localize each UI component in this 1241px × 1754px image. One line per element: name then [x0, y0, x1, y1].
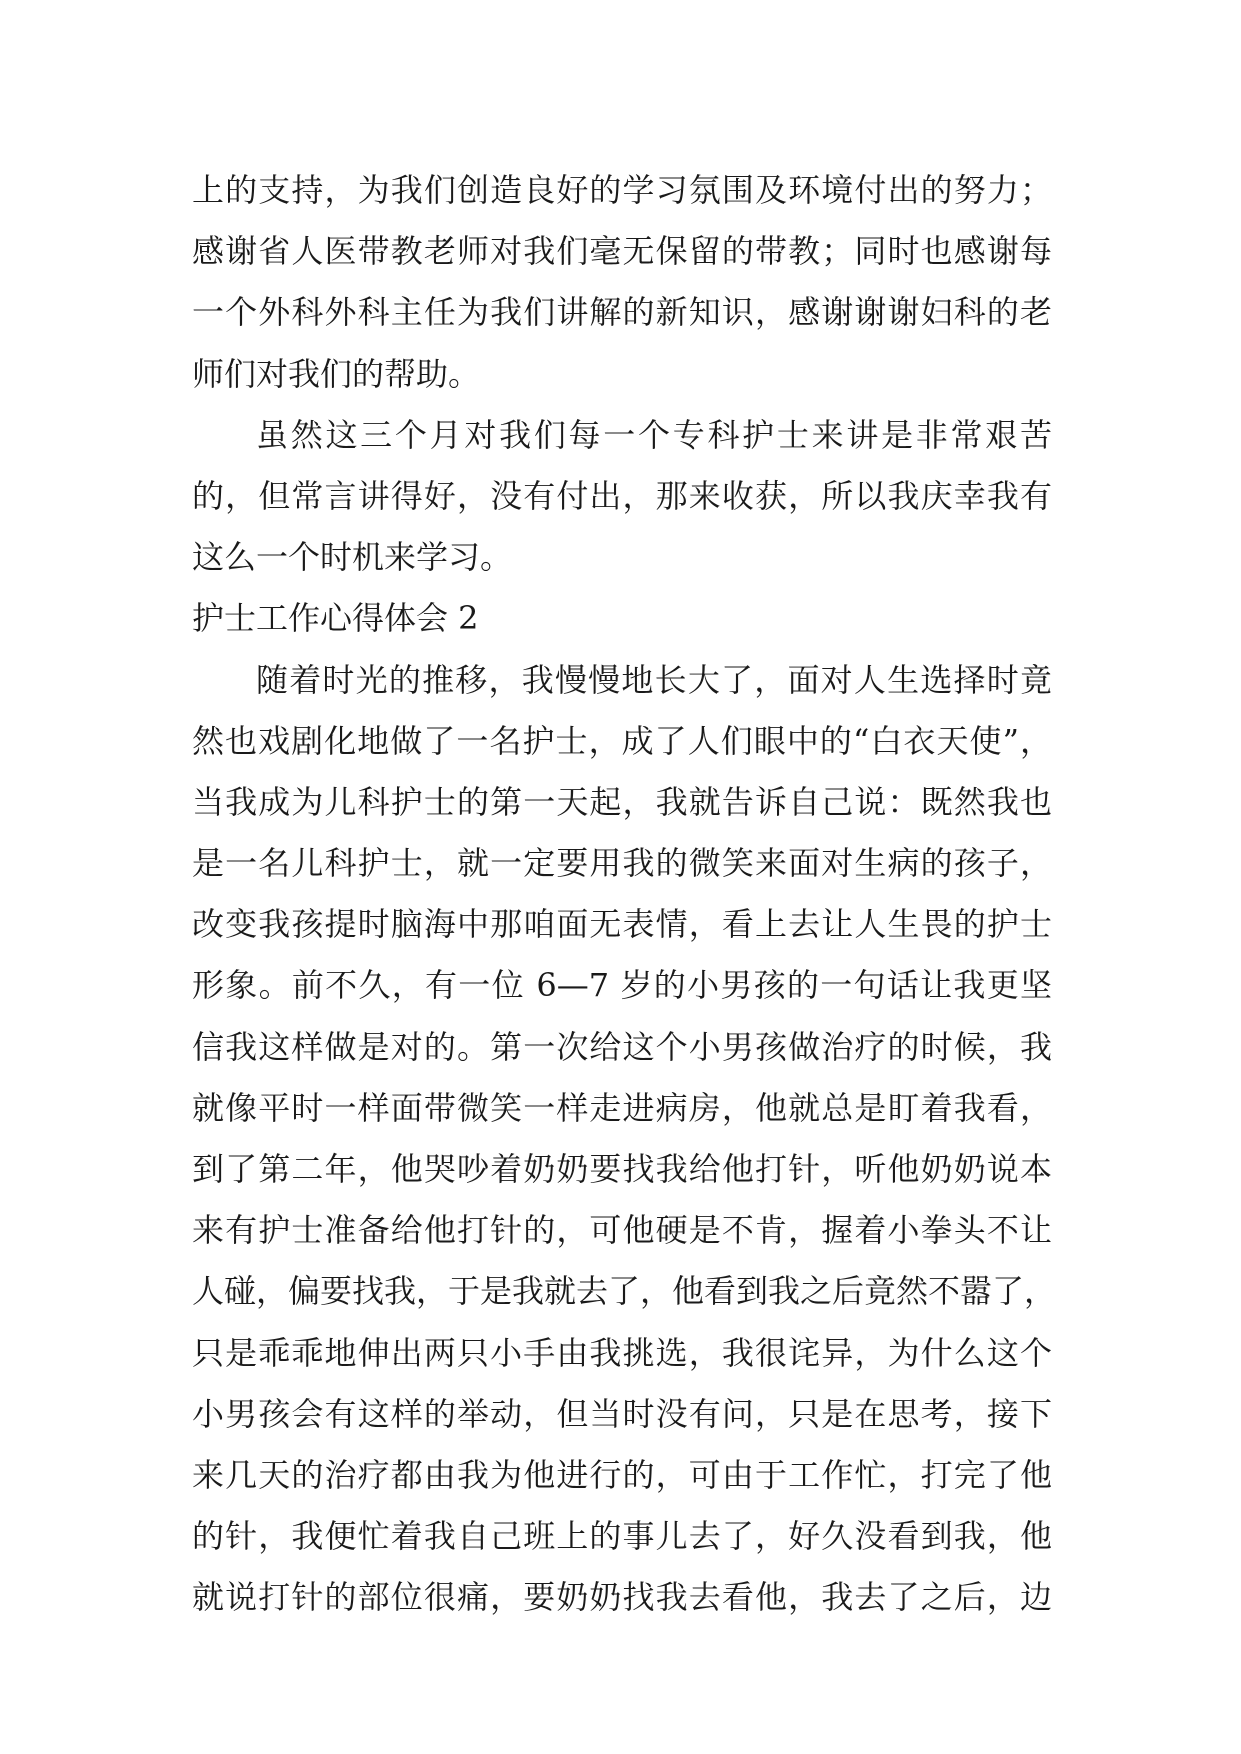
paragraph-experience [192, 650, 1057, 1629]
text-line: 这么一个时机来学习。 [192, 538, 513, 577]
document-body [192, 160, 1057, 1629]
text-line: 只是乖乖地伸出两只小手由我挑选，我很诧异，为什么这个 [192, 1333, 1052, 1372]
text-line: 人碰，偏要找我，于是我就去了，他看到我之后竟然不嚣了， [192, 1272, 1057, 1311]
text-line: 当我成为儿科护士的第一天起，我就告诉自己说：既然我也 [192, 782, 1052, 821]
text-line: 一个外科外科主任为我们讲解的新知识，感谢谢谢妇科的老 [192, 293, 1052, 332]
paragraph-thanks [192, 160, 1052, 405]
text-line: 的，但常言讲得好，没有付出，那来收获，所以我庆幸我有 [192, 476, 1052, 515]
text-line: 信我这样做是对的。第一次给这个小男孩做治疗的时候，我 [192, 1027, 1052, 1066]
text-line: 上的支持，为我们创造良好的学习氛围及环境付出的努力； [192, 171, 1052, 209]
text-line: 随着时光的推移，我慢慢地长大了，面对人生选择时竟 [256, 660, 1052, 699]
text-line: 来几天的治疗都由我为他进行的，可由于工作忙，打完了他 [192, 1455, 1052, 1494]
text-line: 来有护士准备给他打针的，可他硬是不肯，握着小拳头不让 [192, 1211, 1052, 1250]
text-line: 的针，我便忙着我自己班上的事儿去了，好久没看到我，他 [192, 1517, 1052, 1556]
text-line: 形象。前不久，有一位 6—7 岁的小男孩的一句话让我更坚 [192, 966, 1052, 1005]
text-line: 感谢省人医带教老师对我们毫无保留的带教；同时也感谢每 [192, 232, 1052, 271]
text-line: 就说打针的部位很痛，要奶奶找我去看他，我去了之后，边 [192, 1578, 1052, 1617]
text-line: 改变我孩提时脑海中那咱面无表情，看上去让人生畏的护士 [192, 905, 1052, 944]
text-line: 就像平时一样面带微笑一样走进病房，他就总是盯着我看， [192, 1088, 1052, 1127]
text-line: 小男孩会有这样的举动，但当时没有问，只是在思考，接下 [192, 1394, 1052, 1433]
paragraph-conclusion [192, 405, 1052, 589]
section-heading: 护士工作心得体会 2 [192, 599, 479, 638]
text-line: 师们对我们的帮助。 [192, 354, 481, 393]
text-line: 到了第二年，他哭吵着奶奶要找我给他打针，听他奶奶说本 [192, 1150, 1052, 1188]
text-line: 虽然这三个月对我们每一个专科护士来讲是非常艰苦 [256, 415, 1052, 454]
text-line: 是一名儿科护士，就一定要用我的微笑来面对生病的孩子， [192, 844, 1052, 883]
text-line: 然也戏剧化地做了一名护士，成了人们眼中的“白衣天使”， [192, 721, 1052, 760]
